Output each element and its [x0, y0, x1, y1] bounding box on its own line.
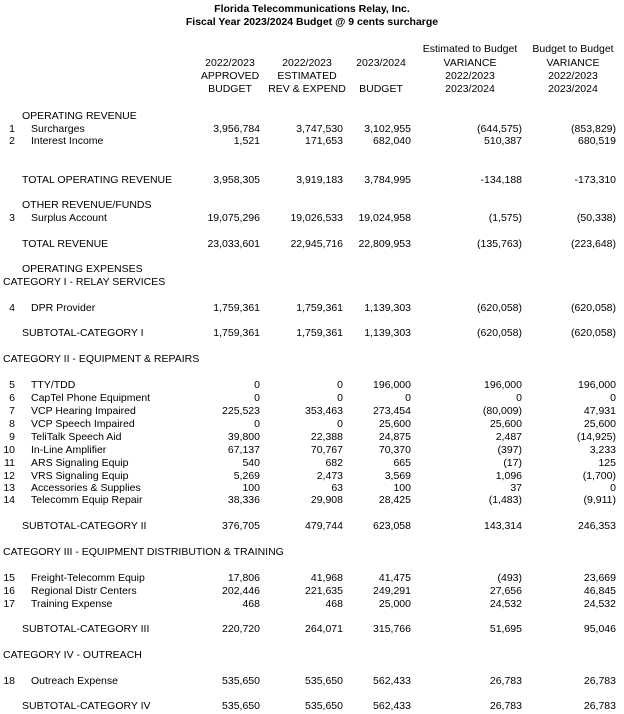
value-cell: 665	[393, 457, 411, 469]
value-cell: 47,931	[583, 405, 616, 417]
value-cell: 0	[337, 418, 343, 430]
value-cell: 535,650	[305, 700, 343, 712]
value-cell: 479,744	[305, 520, 343, 532]
value-cell: 3,747,530	[296, 123, 343, 135]
value-cell: 3,956,784	[213, 123, 260, 135]
value-cell: 3,102,955	[364, 123, 411, 135]
value-cell: 196,000	[373, 379, 411, 391]
line-number: 5	[9, 379, 15, 391]
value-cell: 1,759,361	[296, 327, 343, 339]
table-row	[0, 585, 624, 597]
value-cell: 100	[393, 482, 411, 494]
row-label: Interest Income	[31, 135, 104, 147]
value-cell: 2,473	[316, 470, 343, 482]
table-row	[0, 418, 624, 430]
table-row	[0, 494, 624, 506]
report-title: Florida Telecommunications Relay, Inc.	[214, 3, 410, 15]
value-cell: 95,046	[583, 623, 616, 635]
value-cell: 3,958,305	[213, 174, 260, 186]
value-cell: 0	[254, 418, 260, 430]
value-cell: (1,575)	[488, 212, 522, 224]
value-cell: 39,800	[227, 431, 260, 443]
value-cell: 3,784,995	[364, 174, 411, 186]
row-label: CapTel Phone Equipment	[31, 392, 151, 404]
value-cell: 41,968	[310, 572, 343, 584]
value-cell: 1,139,303	[364, 327, 411, 339]
line-number: 12	[3, 470, 15, 482]
value-cell: (620,058)	[571, 327, 616, 339]
row-label: Surcharges	[31, 123, 85, 135]
table-row	[0, 546, 624, 558]
value-cell: (620,058)	[477, 302, 522, 314]
table-row	[0, 392, 624, 404]
value-cell: (17)	[503, 457, 522, 469]
value-cell: 26,783	[583, 675, 616, 687]
value-cell: 196,000	[578, 379, 616, 391]
row-label: SUBTOTAL-CATEGORY I	[22, 327, 144, 339]
table-row	[0, 174, 624, 186]
value-cell: (223,648)	[571, 238, 616, 250]
table-row	[0, 263, 624, 275]
row-label: Regional Distr Centers	[31, 585, 137, 597]
value-cell: 17,806	[227, 572, 260, 584]
value-cell: 51,695	[489, 623, 522, 635]
value-cell: 196,000	[484, 379, 522, 391]
value-cell: 143,314	[484, 520, 522, 532]
row-label: TTY/TDD	[31, 379, 76, 391]
col2-header-3: REV & EXPEND	[268, 83, 346, 95]
line-number: 3	[9, 212, 15, 224]
table-row	[0, 572, 624, 584]
value-cell: 70,370	[378, 444, 411, 456]
table-row	[0, 276, 624, 288]
table-row	[0, 457, 624, 469]
value-cell: 28,425	[378, 494, 411, 506]
value-cell: 3,569	[384, 470, 411, 482]
table-row	[0, 405, 624, 417]
value-cell: 1,759,361	[296, 302, 343, 314]
value-cell: 37	[510, 482, 522, 494]
value-cell: 220,720	[222, 623, 260, 635]
report-subtitle: Fiscal Year 2023/2024 Budget @ 9 cents surcharge	[185, 16, 439, 28]
value-cell: 63	[331, 482, 343, 494]
col1-header-2: APPROVED	[200, 70, 260, 82]
value-cell: 1,139,303	[364, 302, 411, 314]
value-cell: 202,446	[222, 585, 260, 597]
table-row	[0, 470, 624, 482]
value-cell: (853,829)	[571, 123, 616, 135]
row-label: Accessories & Supplies	[31, 482, 141, 494]
col4-header-4: 2023/2024	[445, 83, 495, 95]
table-row	[0, 238, 624, 250]
line-number: 13	[3, 482, 15, 494]
row-label: DPR Provider	[31, 302, 96, 314]
value-cell: 264,071	[305, 623, 343, 635]
line-number: 8	[9, 418, 15, 430]
value-cell: 0	[610, 392, 616, 404]
value-cell: 0	[254, 392, 260, 404]
row-label: OPERATING REVENUE	[22, 110, 137, 122]
row-label: SUBTOTAL-CATEGORY IV	[22, 700, 151, 712]
value-cell: 0	[337, 392, 343, 404]
row-label: ARS Signaling Equip	[31, 457, 129, 469]
value-cell: (644,575)	[477, 123, 522, 135]
col5-header-1: Budget to Budget	[532, 43, 614, 55]
value-cell: 26,783	[489, 675, 522, 687]
table-row	[0, 431, 624, 443]
row-label: TeliTalk Speech Aid	[31, 431, 122, 443]
row-label: OPERATING EXPENSES	[22, 263, 143, 275]
value-cell: (14,925)	[576, 431, 616, 443]
table-row	[0, 135, 624, 147]
value-cell: 19,075,296	[207, 212, 260, 224]
value-cell: 22,945,716	[290, 238, 343, 250]
value-cell: 1,521	[233, 135, 260, 147]
value-cell: 19,026,533	[290, 212, 343, 224]
value-cell: 249,291	[373, 585, 411, 597]
row-label: Surplus Account	[31, 212, 107, 224]
col5-header-3: 2022/2023	[548, 70, 598, 82]
line-number: 2	[9, 135, 15, 147]
row-label: Training Expense	[31, 598, 113, 610]
table-row	[0, 675, 624, 687]
value-cell: 535,650	[222, 700, 260, 712]
line-number: 11	[4, 457, 15, 469]
value-cell: 26,783	[583, 700, 616, 712]
row-label: CATEGORY III - EQUIPMENT DISTRIBUTION & TRAINING	[3, 546, 284, 558]
row-label: SUBTOTAL-CATEGORY II	[22, 520, 147, 532]
value-cell: 535,650	[222, 675, 260, 687]
value-cell: 1,096	[495, 470, 522, 482]
row-label: CATEGORY IV - OUTREACH	[3, 649, 142, 661]
value-cell: 376,705	[222, 520, 260, 532]
col1-header-3: BUDGET	[208, 83, 252, 95]
value-cell: 70,767	[310, 444, 343, 456]
row-label: OTHER REVENUE/FUNDS	[22, 199, 152, 211]
row-label: VCP Hearing Impaired	[31, 405, 136, 417]
table-row	[0, 482, 624, 494]
col1-header-1: 2022/2023	[205, 57, 255, 69]
value-cell: (50,338)	[576, 212, 616, 224]
line-number: 15	[3, 572, 15, 584]
table-row	[0, 327, 624, 339]
value-cell: 225,523	[222, 405, 260, 417]
table-row	[0, 598, 624, 610]
row-label: Freight-Telecomm Equip	[31, 572, 145, 584]
value-cell: 67,137	[227, 444, 260, 456]
line-number: 10	[3, 444, 15, 456]
line-number: 14	[3, 494, 15, 506]
value-cell: 315,766	[373, 623, 411, 635]
row-label: VCP Speech Impaired	[31, 418, 135, 430]
line-number: 18	[3, 675, 15, 687]
value-cell: 22,809,953	[358, 238, 411, 250]
value-cell: 2,487	[495, 431, 522, 443]
line-number: 17	[3, 598, 15, 610]
value-cell: 25,600	[378, 418, 411, 430]
col5-header-2: VARIANCE	[546, 57, 600, 69]
table-row	[0, 649, 624, 661]
value-cell: 1,759,361	[213, 302, 260, 314]
table-row	[0, 123, 624, 135]
value-cell: (493)	[497, 572, 522, 584]
table-row	[0, 444, 624, 456]
value-cell: 25,600	[583, 418, 616, 430]
value-cell: 25,600	[489, 418, 522, 430]
value-cell: 680,519	[578, 135, 616, 147]
row-label: In-Line Amplifier	[31, 444, 107, 456]
value-cell: (1,483)	[488, 494, 522, 506]
value-cell: 3,919,183	[296, 174, 343, 186]
line-number: 1	[9, 123, 15, 135]
row-label: CATEGORY I - RELAY SERVICES	[3, 276, 166, 288]
value-cell: 41,475	[378, 572, 411, 584]
value-cell: 171,653	[305, 135, 343, 147]
value-cell: 23,669	[583, 572, 616, 584]
value-cell: 540	[242, 457, 260, 469]
value-cell: (397)	[497, 444, 522, 456]
value-cell: 25,000	[378, 598, 411, 610]
value-cell: 1,759,361	[213, 327, 260, 339]
table-row	[0, 520, 624, 532]
value-cell: 535,650	[305, 675, 343, 687]
col4-header-3: 2022/2023	[445, 70, 495, 82]
value-cell: (620,058)	[571, 302, 616, 314]
row-label: TOTAL REVENUE	[22, 238, 109, 250]
value-cell: 100	[242, 482, 260, 494]
row-label: SUBTOTAL-CATEGORY III	[22, 623, 150, 635]
value-cell: -134,188	[480, 174, 522, 186]
col5-header-4: 2023/2024	[548, 83, 598, 95]
value-cell: 682	[325, 457, 343, 469]
value-cell: 562,433	[373, 675, 411, 687]
value-cell: 623,058	[373, 520, 411, 532]
table-row	[0, 302, 624, 314]
value-cell: 22,388	[310, 431, 343, 443]
value-cell: 468	[242, 598, 260, 610]
col2-header-2: ESTIMATED	[277, 70, 337, 82]
value-cell: 24,875	[378, 431, 411, 443]
value-cell: (1,700)	[582, 470, 616, 482]
value-cell: 26,783	[489, 700, 522, 712]
col3-header-1: 2023/2024	[356, 57, 406, 69]
value-cell: 0	[405, 392, 411, 404]
value-cell: 682,040	[373, 135, 411, 147]
table-row	[0, 379, 624, 391]
value-cell: 29,908	[310, 494, 343, 506]
value-cell: 0	[610, 482, 616, 494]
value-cell: 24,532	[583, 598, 616, 610]
value-cell: (620,058)	[477, 327, 522, 339]
value-cell: 562,433	[373, 700, 411, 712]
value-cell: (80,009)	[482, 405, 522, 417]
col4-header-2: VARIANCE	[443, 57, 497, 69]
value-cell: 23,033,601	[207, 238, 260, 250]
line-number: 9	[9, 431, 15, 443]
line-number: 16	[3, 585, 15, 597]
row-label: Outreach Expense	[31, 675, 118, 687]
col4-header-1: Estimated to Budget	[422, 43, 518, 55]
value-cell: 5,269	[233, 470, 260, 482]
value-cell: 273,454	[373, 405, 411, 417]
value-cell: 221,635	[305, 585, 343, 597]
value-cell: -173,310	[574, 174, 616, 186]
row-label: CATEGORY II - EQUIPMENT & REPAIRS	[3, 353, 200, 365]
value-cell: 468	[325, 598, 343, 610]
row-label: Telecomm Equip Repair	[31, 494, 143, 506]
col3-header-2: BUDGET	[359, 83, 403, 95]
table-row	[0, 353, 624, 365]
line-number: 7	[9, 405, 15, 417]
value-cell: 510,387	[484, 135, 522, 147]
value-cell: 3,233	[589, 444, 616, 456]
row-label: VRS Signaling Equip	[31, 470, 129, 482]
value-cell: 24,532	[489, 598, 522, 610]
value-cell: (135,763)	[477, 238, 522, 250]
table-row	[0, 700, 624, 712]
value-cell: (9,911)	[583, 494, 616, 506]
value-cell: 46,845	[583, 585, 616, 597]
table-row	[0, 212, 624, 224]
value-cell: 0	[254, 379, 260, 391]
value-cell: 246,353	[578, 520, 616, 532]
line-number: 4	[9, 302, 15, 314]
value-cell: 125	[598, 457, 616, 469]
value-cell: 0	[337, 379, 343, 391]
table-row	[0, 110, 624, 122]
value-cell: 27,656	[489, 585, 522, 597]
value-cell: 0	[516, 392, 522, 404]
table-row	[0, 199, 624, 211]
value-cell: 38,336	[227, 494, 260, 506]
value-cell: 353,463	[305, 405, 343, 417]
col2-header-1: 2022/2023	[282, 57, 332, 69]
value-cell: 19,024,958	[358, 212, 411, 224]
table-row	[0, 623, 624, 635]
line-number: 6	[9, 392, 15, 404]
row-label: TOTAL OPERATING REVENUE	[22, 174, 173, 186]
